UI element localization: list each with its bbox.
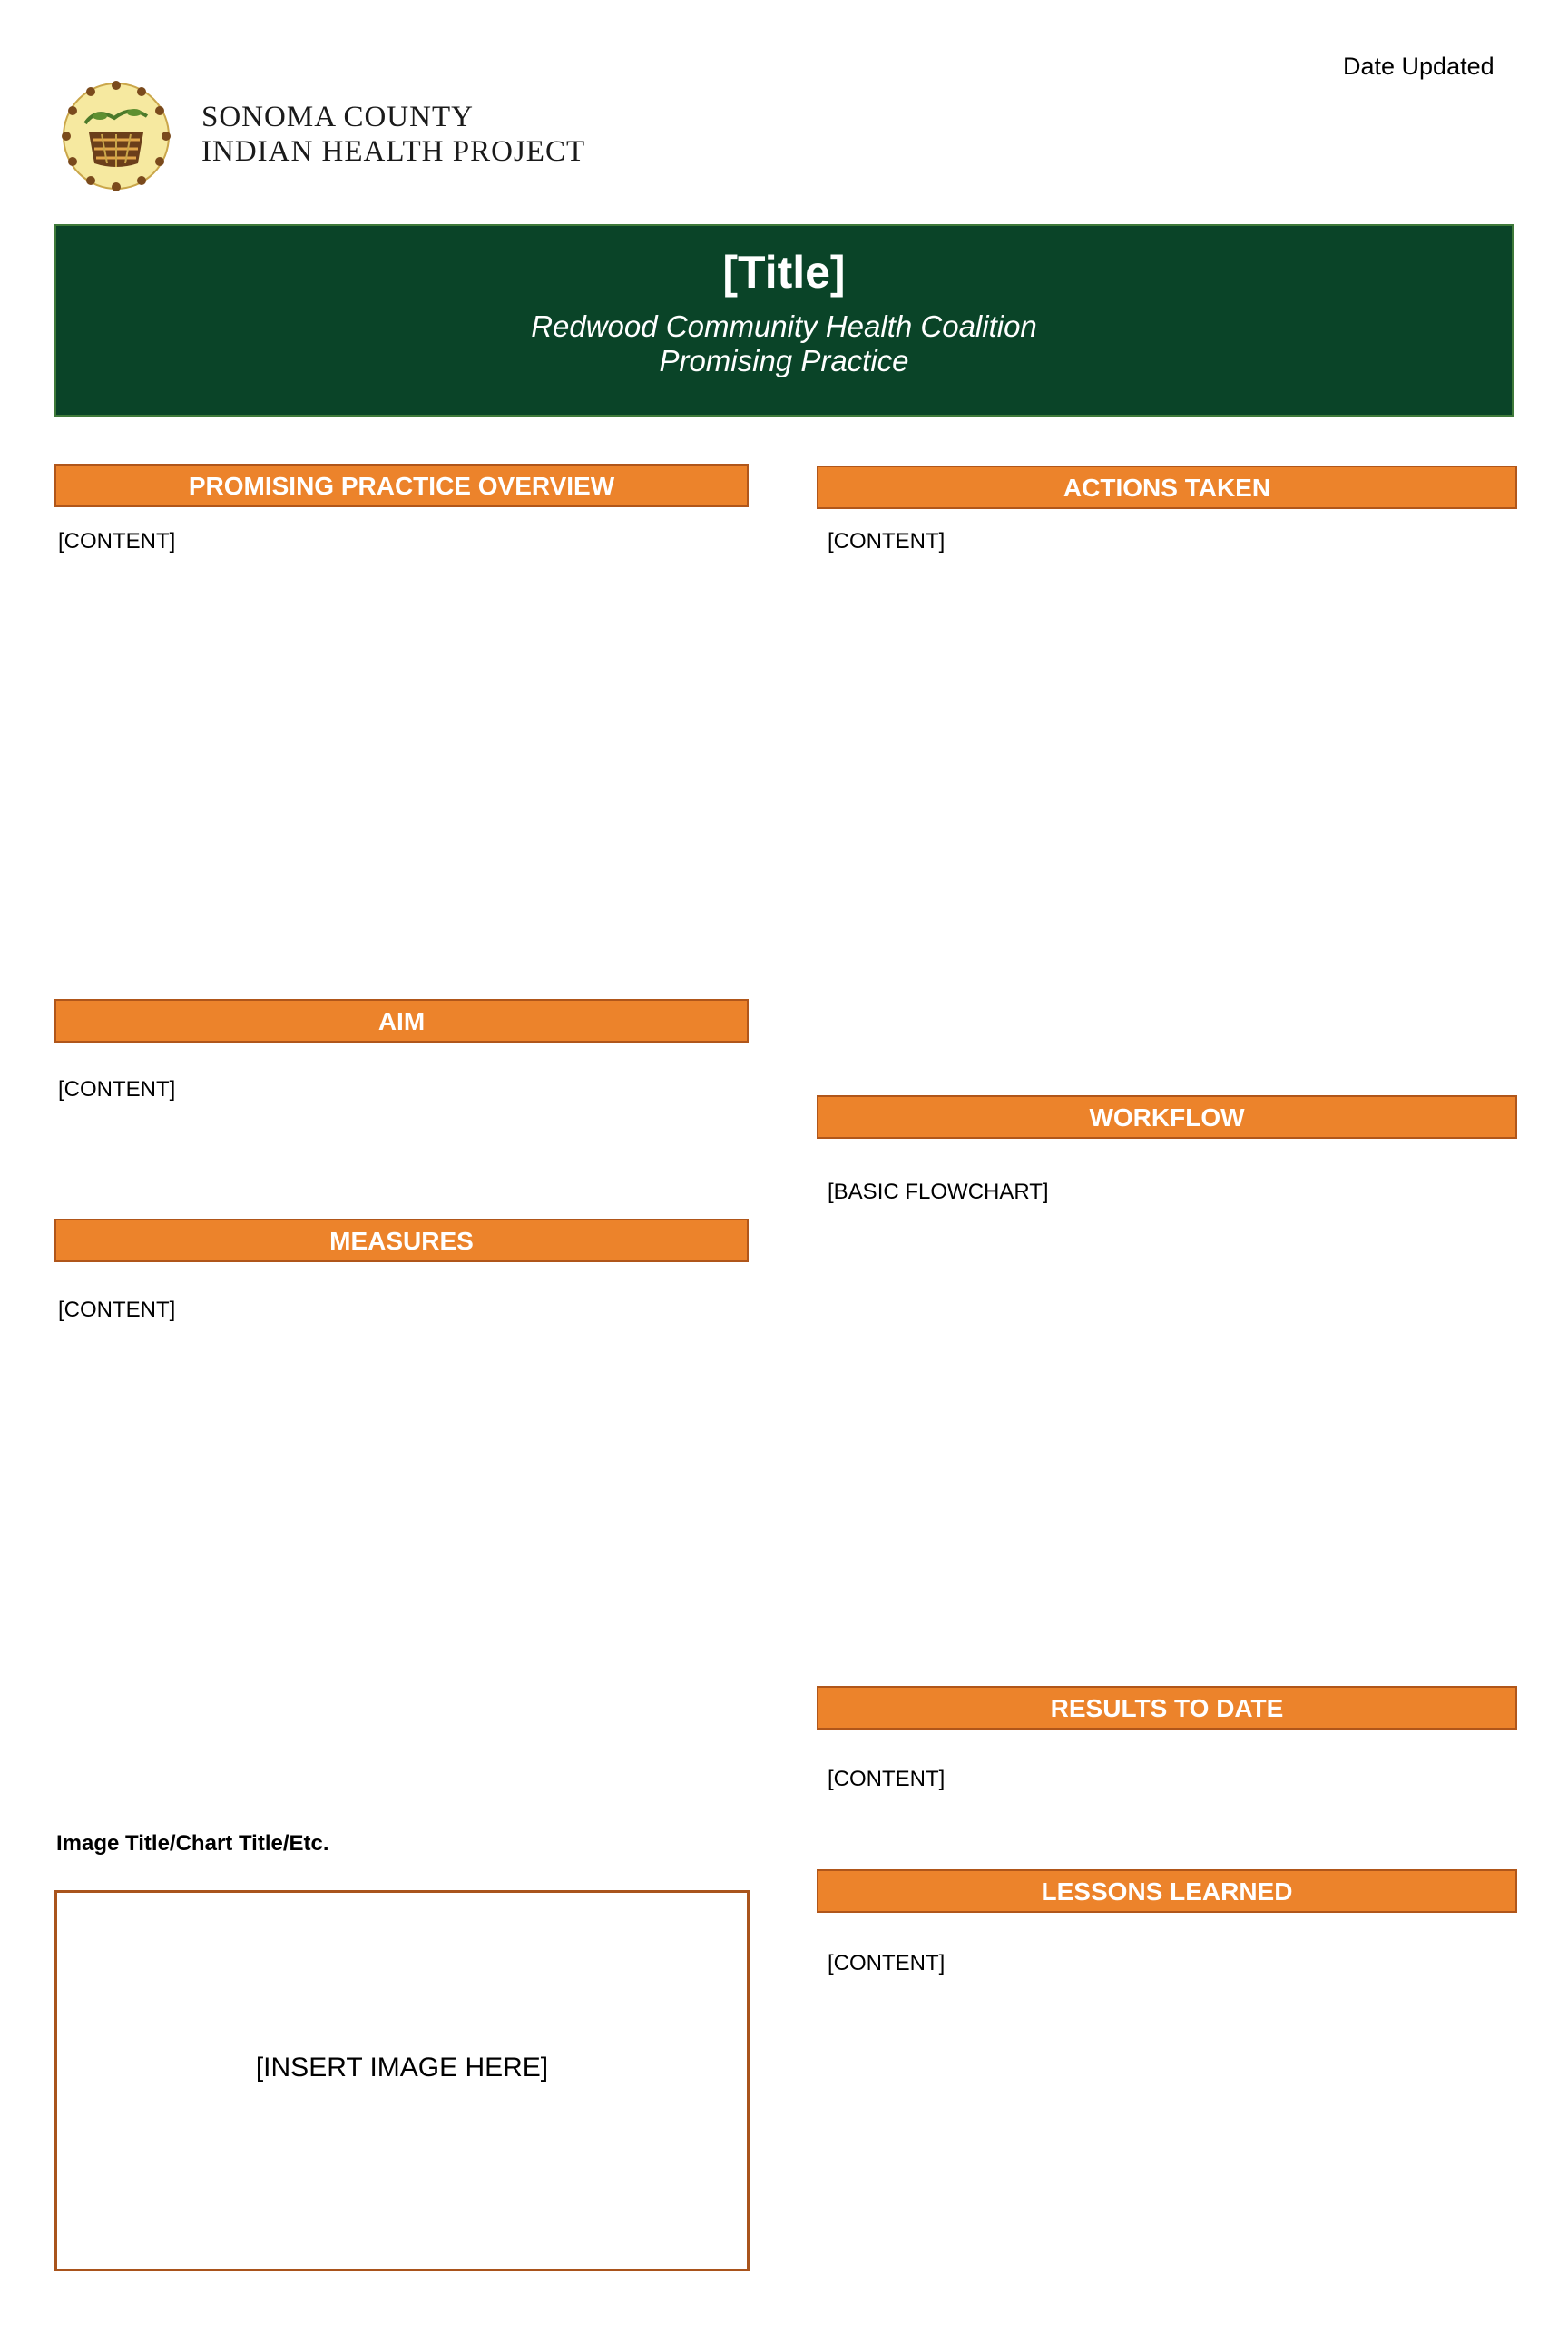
section-content-workflow: [BASIC FLOWCHART] xyxy=(828,1180,1049,1204)
basket-seal-icon xyxy=(60,80,172,192)
section-header-overview: PROMISING PRACTICE OVERVIEW xyxy=(54,464,749,507)
section-header-aim: AIM xyxy=(54,999,749,1043)
image-title: Image Title/Chart Title/Etc. xyxy=(56,1831,329,1856)
section-header-lessons: LESSONS LEARNED xyxy=(817,1869,1517,1913)
section-header-actions: ACTIONS TAKEN xyxy=(817,466,1517,509)
title-banner xyxy=(54,224,1514,416)
section-content-results: [CONTENT] xyxy=(828,1767,946,1791)
logo-line-2: INDIAN HEALTH PROJECT xyxy=(201,135,586,168)
section-content-lessons: [CONTENT] xyxy=(828,1951,946,1975)
section-header-results: RESULTS TO DATE xyxy=(817,1686,1517,1730)
subtitle-line-2: Promising Practice xyxy=(659,344,909,377)
image-placeholder-box xyxy=(54,1890,750,2271)
section-content-actions: [CONTENT] xyxy=(828,529,946,554)
organization-logo xyxy=(54,73,586,194)
section-content-measures: [CONTENT] xyxy=(58,1298,176,1322)
section-content-overview: [CONTENT] xyxy=(58,529,176,554)
section-content-aim: [CONTENT] xyxy=(58,1077,176,1102)
image-placeholder-text: [INSERT IMAGE HERE] xyxy=(255,2053,549,2082)
page-title: [Title] xyxy=(722,247,846,298)
logo-wordmark xyxy=(201,100,585,169)
logo-line-1: SONOMA COUNTY xyxy=(201,101,474,133)
subtitle-line-1: Redwood Community Health Coalition xyxy=(531,309,1037,343)
section-header-measures: MEASURES xyxy=(54,1219,749,1262)
section-header-workflow: WORKFLOW xyxy=(817,1095,1517,1139)
date-updated-label: Date Updated xyxy=(1343,53,1494,80)
